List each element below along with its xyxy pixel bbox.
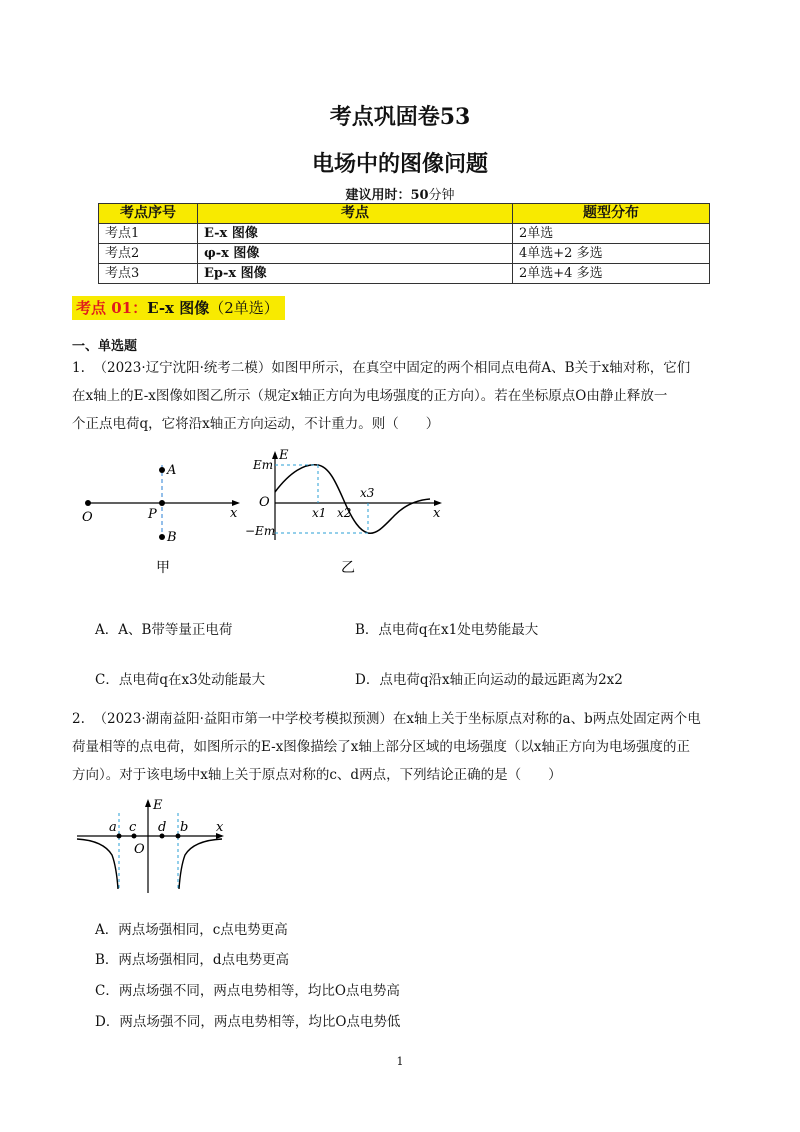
figure-q2 [72,793,242,898]
table-row [99,244,710,264]
right-curve [179,839,222,889]
question-type-heading: 一、单选题 [72,339,138,354]
section-topic: E-x 图像 [147,299,210,317]
option-c: C．点电荷q在x3处动能最大 [95,672,266,688]
summary-table [98,203,710,284]
question-1-line [72,354,732,382]
question-1-line: 在x轴上的E-x图像如图乙所示（规定x轴正方向为电场强度的正方向）。若在坐标原点O由静止释放一 [72,388,668,404]
table-cell: 考点1 [99,224,198,244]
question-1-stem [72,354,732,438]
question-number: 2. [72,711,85,727]
option-a: A．两点场强相同，c点电势更高 [95,922,288,938]
table-cell: Ep-x 图像 [198,264,513,284]
origin-dot [85,500,91,506]
x3-label: x3 [360,486,375,500]
table-header-cell: 考点序号 [99,204,198,224]
question-2-line: 方向）。对于该电场中x轴上关于原点对称的c、d两点，下列结论正确的是（ ） [72,767,562,783]
em-label: Em [253,458,274,472]
point-p-dot [159,500,165,506]
option-d: D．点电荷q沿x轴正向运动的最远距离为2x2 [355,672,623,688]
page-number: 1 [396,1055,404,1068]
point-d-label: d [158,820,167,835]
table-cell: E-x 图像 [198,224,513,244]
point-b-label: b [180,820,189,835]
charge-b-label: B [167,530,177,545]
figure-yi [245,445,455,580]
x2-label: x2 [337,506,352,520]
table-row [99,224,710,244]
question-1-line: 个正点电荷q，它将沿x轴正方向运动，不计重力。则（ ） [72,416,440,432]
option-a: A．A、B带等量正电荷 [95,622,233,638]
table-header-row [99,204,710,224]
table-cell: 2单选 [513,224,710,244]
charge-a-label: A [167,463,177,478]
e-axis-label: E [279,448,289,463]
left-curve [77,839,118,889]
suggested-time [0,184,800,203]
table-cell: 考点2 [99,244,198,264]
e-x-curve [275,465,430,534]
charge-a-dot [159,467,165,473]
origin-label: O [259,495,270,510]
table-header-cell: 考点 [198,204,513,224]
section-label: 考点 01： [76,299,148,317]
figure-caption: 乙 [341,560,355,576]
point-p-label: P [148,507,157,522]
question-text: （2023·辽宁沈阳·统考二模）如图甲所示，在真空中固定的两个相同点电荷A、B关于x轴对称，它们 [93,360,691,376]
table-row [99,264,710,284]
option-b: B．点电荷q在x1处电势能最大 [355,622,539,638]
question-text: （2023·湖南益阳·益阳市第一中学校考模拟预测）在x轴上关于坐标原点对称的a、b两点处固定两个电 [93,711,701,727]
table-header-cell: 题型分布 [513,204,710,224]
option-b: B．两点场强相同，d点电势更高 [95,952,290,968]
option-c: C．两点场强不同，两点电势相等，均比O点电势高 [95,983,400,999]
option-d: D．两点场强不同，两点电势相等，均比O点电势低 [95,1014,401,1030]
x1-label: x1 [312,506,327,520]
table-cell: 考点3 [99,264,198,284]
origin-label: O [134,842,145,857]
e-axis-label: E [153,798,163,813]
table-cell: φ-x 图像 [198,244,513,264]
origin-label: O [82,510,93,525]
charge-b-dot [159,534,165,540]
neg-em-label: −Em [245,524,276,538]
figure-caption: 甲 [156,560,170,576]
page-title: 考点巩固卷53 [329,104,471,130]
section-heading [72,296,285,320]
e-axis-arrow [145,799,151,807]
time-unit: 分钟 [428,188,455,203]
table-cell: 2单选+4 多选 [513,264,710,284]
figure-jia [78,455,253,585]
x-axis-label: x [216,820,224,835]
point-c-label: c [129,820,137,835]
section-count: （2单选） [209,299,279,317]
table-cell: 4单选+2 多选 [513,244,710,264]
page-subtitle: 电场中的图像问题 [311,151,488,177]
question-2-line [72,705,732,733]
question-number: 1. [72,360,85,376]
time-value: 50 [410,188,429,203]
question-2-line: 荷量相等的点电荷，如图所示的E-x图像描绘了x轴上部分区域的电场强度（以x轴正方向为电场强度的正 [72,739,691,755]
question-2-stem [72,705,732,789]
point-a-label: a [109,820,117,835]
x-axis-label: x [230,506,238,521]
point-a-dot [117,834,122,839]
time-label: 建议用时： [345,188,411,203]
x-axis-label: x [433,506,441,521]
